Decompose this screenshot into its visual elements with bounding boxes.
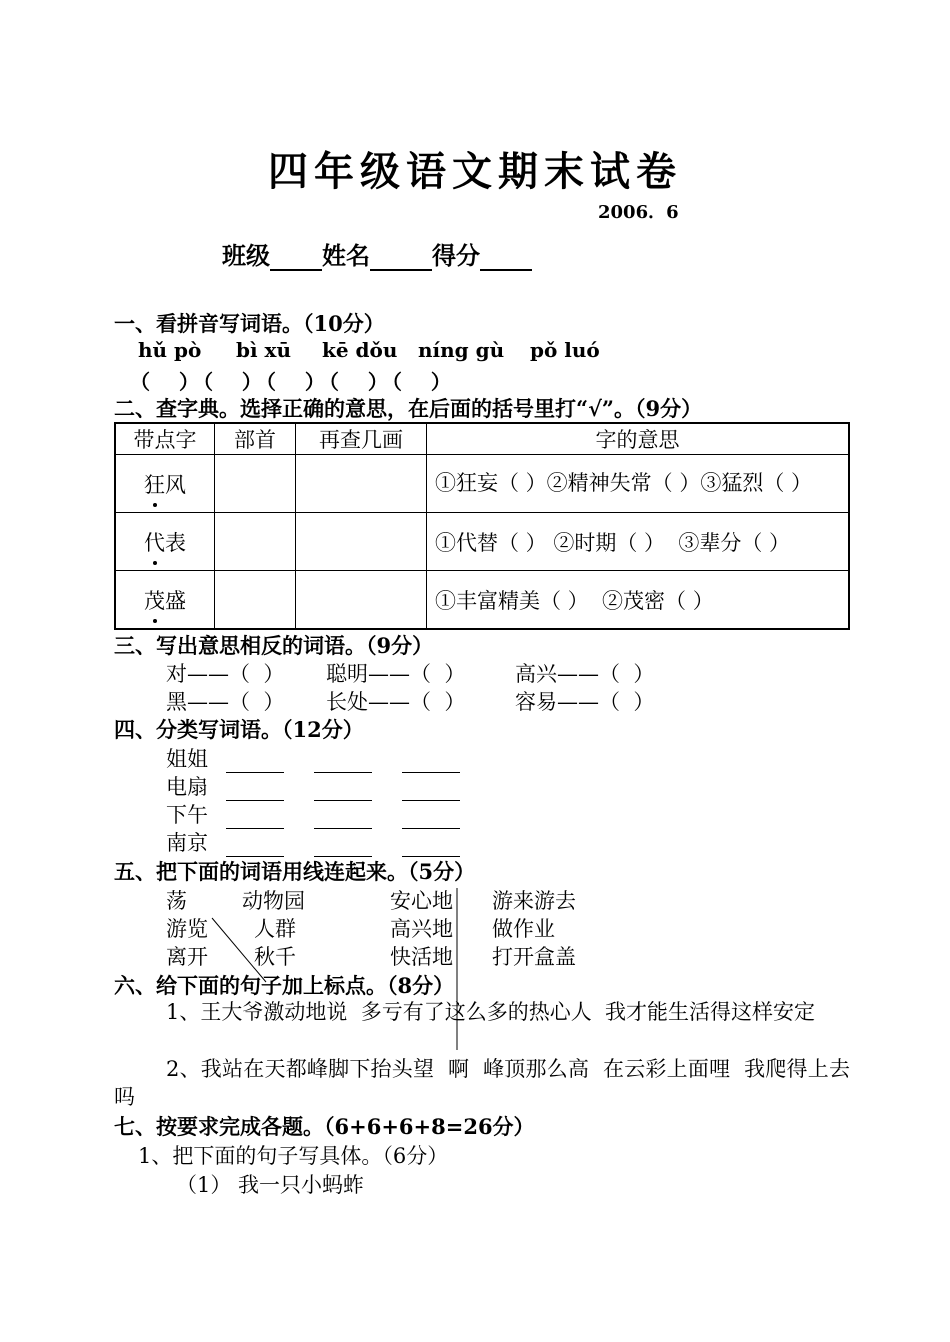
meaning-cell[interactable]: ①代替（ ） ②时期（ ） ③辈分（ ） bbox=[427, 513, 850, 571]
category-word: 姐姐 bbox=[166, 747, 208, 771]
col-header-char: 带点字 bbox=[115, 423, 215, 455]
match-left-word[interactable]: 离开 bbox=[166, 945, 208, 969]
section-7-heading: 七、按要求完成各题。（6+6+6+8=26分） bbox=[114, 1114, 535, 1139]
section-6-heading: 六、给下面的句子加上标点。（8分） bbox=[114, 973, 455, 998]
word-rest: 风 bbox=[165, 472, 186, 497]
antonym-item[interactable]: 长处——（ ） bbox=[326, 690, 466, 714]
subsection-1-heading: 1、把下面的句子写具体。（6分） bbox=[138, 1144, 449, 1168]
match-right-word[interactable]: 秋千 bbox=[254, 945, 296, 969]
word-rest: 表 bbox=[165, 530, 186, 555]
score-label: 得分 bbox=[432, 241, 480, 270]
match-right-word[interactable]: 游来游去 bbox=[492, 889, 576, 913]
category-word: 南京 bbox=[166, 831, 208, 855]
match-right-word[interactable]: 动物园 bbox=[242, 889, 305, 913]
match-left-word[interactable]: 高兴地 bbox=[390, 917, 453, 941]
col-header-radical: 部首 bbox=[215, 423, 296, 455]
dotted-char: 代 bbox=[144, 527, 165, 557]
word-rest: 盛 bbox=[165, 588, 186, 613]
section-1-heading: 一、看拼音写词语。（10分） bbox=[114, 311, 385, 336]
antonym-item[interactable]: 高兴——（ ） bbox=[515, 662, 655, 686]
match-left-word[interactable]: 安心地 bbox=[390, 889, 453, 913]
page-title: 四年级语文期末试卷 bbox=[268, 149, 682, 195]
pinyin-2: bì xū bbox=[236, 338, 292, 362]
col-header-strokes: 再查几画 bbox=[296, 423, 427, 455]
match-right-word[interactable]: 打开盒盖 bbox=[492, 945, 576, 969]
match-right-word[interactable]: 做作业 bbox=[492, 917, 555, 941]
answer-brackets[interactable]: （ ）（ ）（ ）（ ）（ ） bbox=[130, 370, 455, 394]
meaning-cell[interactable]: ①狂妄（ ）②精神失常（ ）③猛烈（ ） bbox=[427, 455, 850, 513]
section-2-heading: 二、查字典。选择正确的意思，在后面的括号里打“√”。（9分） bbox=[114, 396, 703, 421]
pinyin-4: níng gù bbox=[418, 338, 505, 362]
punctuation-sentence-2[interactable]: 2、我站在天都峰脚下抬头望 啊 峰顶那么高 在云彩上面哩 我爬得上去吗 bbox=[114, 1057, 850, 1109]
pinyin-3: kē dǒu bbox=[322, 338, 398, 362]
pinyin-1: hǔ pò bbox=[138, 338, 202, 362]
antonym-item[interactable]: 对——（ ） bbox=[166, 662, 285, 686]
section-3-heading: 三、写出意思相反的词语。（9分） bbox=[114, 633, 434, 658]
category-word: 电扇 bbox=[166, 775, 208, 799]
class-label: 班级 bbox=[222, 241, 270, 270]
match-left-word[interactable]: 游览 bbox=[166, 917, 208, 941]
section-4-heading: 四、分类写词语。（12分） bbox=[114, 717, 364, 742]
dotted-char: 狂 bbox=[144, 469, 165, 499]
col-header-meaning: 字的意思 bbox=[427, 423, 850, 455]
pinyin-5: pǒ luó bbox=[530, 338, 600, 362]
punctuation-sentence-1[interactable]: 1、王大爷激动地说 多亏有了这么多的热心人 我才能生活得这样安定 bbox=[166, 1000, 816, 1024]
antonym-item[interactable]: 容易——（ ） bbox=[515, 690, 655, 714]
section-5-heading: 五、把下面的词语用线连起来。（5分） bbox=[114, 859, 476, 884]
match-left-word[interactable]: 快活地 bbox=[390, 945, 453, 969]
meaning-cell[interactable]: ①丰富精美（ ） ②茂密（ ） bbox=[427, 571, 850, 630]
antonym-item[interactable]: 聪明——（ ） bbox=[326, 662, 466, 686]
name-label: 姓名 bbox=[322, 241, 370, 270]
dotted-char: 茂 bbox=[144, 585, 165, 615]
exam-date: 2006．6 bbox=[598, 202, 679, 223]
match-right-word[interactable]: 人群 bbox=[254, 917, 296, 941]
match-left-word[interactable]: 荡 bbox=[166, 889, 187, 913]
category-word: 下午 bbox=[166, 803, 208, 827]
antonym-item[interactable]: 黑——（ ） bbox=[166, 690, 285, 714]
exercise-item: （1） 我一只小蚂蚱 bbox=[176, 1173, 365, 1197]
